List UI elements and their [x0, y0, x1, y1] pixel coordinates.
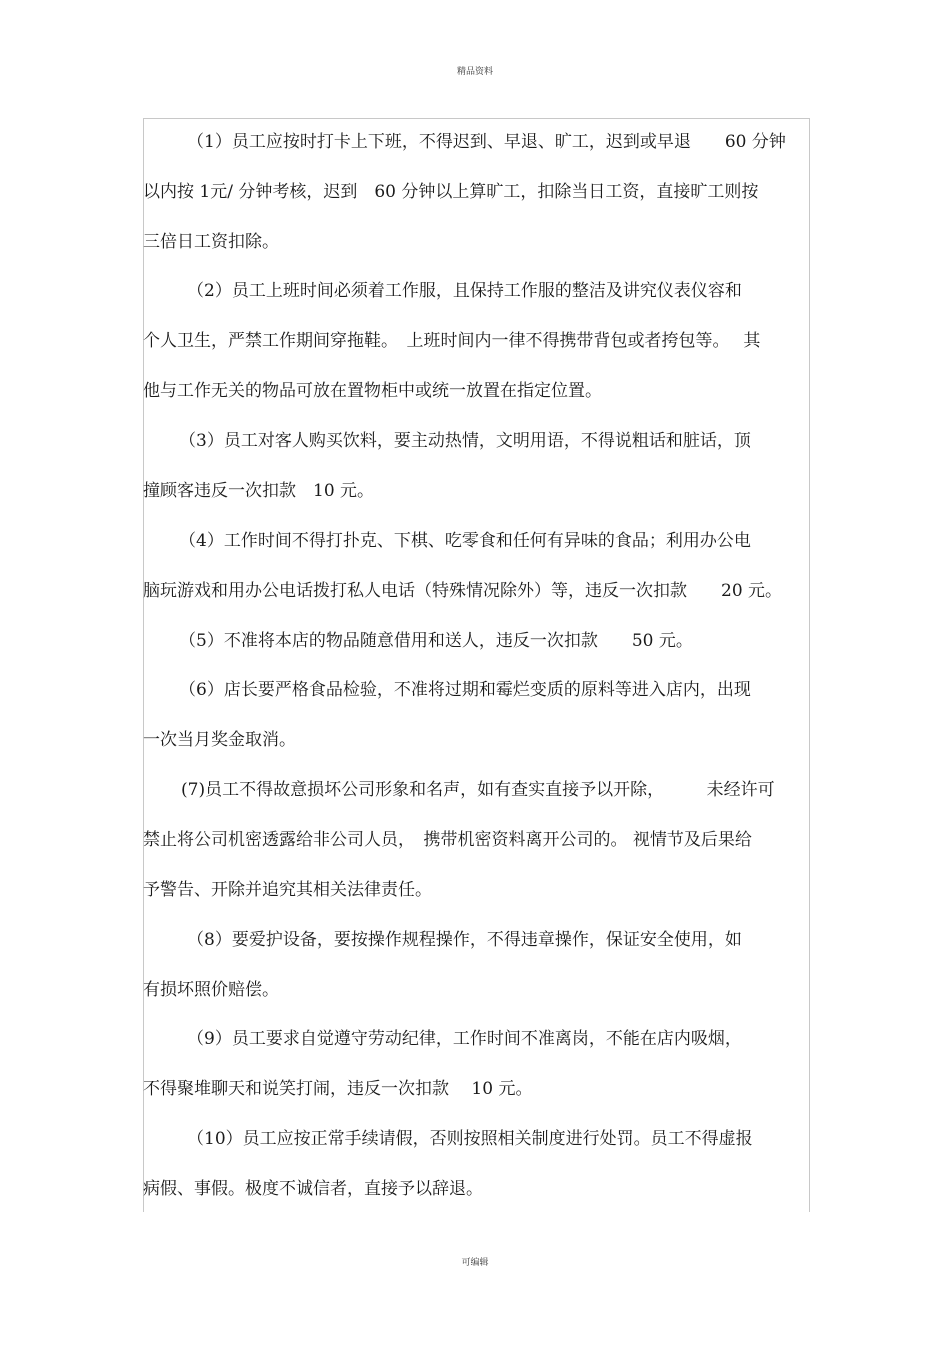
rule-9-line-2: 不得聚堆聊天和说笑打闹，违反一次扣款 10 元。 [143, 1079, 533, 1099]
page-footer: 可编辑 [461, 1258, 489, 1268]
rule-2-line-2: 个人卫生，严禁工作期间穿拖鞋。 上班时间内一律不得携带背包或者挎包等。 其 [143, 331, 761, 351]
rule-2-line-3: 他与工作无关的物品可放在置物柜中或统一放置在指定位置。 [143, 381, 602, 401]
page-header: 精品资料 [456, 67, 493, 77]
rule-4-line-2: 脑玩游戏和用办公电话拨打私人电话（特殊情况除外）等，违反一次扣款 20 元。 [143, 581, 783, 601]
rule-1-line-1: （1）员工应按时打卡上下班，不得迟到、早退、旷工，迟到或早退 60 分钟 [187, 132, 786, 152]
rule-1-line-3: 三倍日工资扣除。 [143, 232, 279, 252]
rule-5-line-1: （5）不准将本店的物品随意借用和送人，违反一次扣款 50 元。 [179, 631, 693, 651]
rule-8-line-1: （8）要爱护设备，要按操作规程操作，不得违章操作，保证安全使用，如 [187, 930, 742, 950]
rule-1-line-2: 以内按 1元/ 分钟考核，迟到 60 分钟以上算旷工，扣除当日工资，直接旷工则按 [143, 182, 759, 202]
rule-8-line-2: 有损坏照价赔偿。 [143, 980, 279, 1000]
rule-10-line-1: （10）员工应按正常手续请假，否则按照相关制度进行处罚。员工不得虚报 [187, 1129, 753, 1149]
rule-4-line-1: （4）工作时间不得打扑克、下棋、吃零食和任何有异味的食品；利用办公电 [179, 531, 751, 551]
rule-2-line-1: （2）员工上班时间必须着工作服，且保持工作服的整洁及讲究仪表仪容和 [187, 281, 742, 301]
rule-7-line-2: 禁止将公司机密透露给非公司人员， 携带机密资料离开公司的。 视情节及后果给 [143, 830, 752, 850]
rule-7-line-1: (7)员工不得故意损坏公司形象和名声，如有查实直接予以开除， 未经许可 [181, 780, 775, 800]
rule-10-line-2: 病假、事假。极度不诚信者，直接予以辞退。 [143, 1179, 483, 1199]
rule-3-line-1: （3）员工对客人购买饮料，要主动热情，文明用语，不得说粗话和脏话，顶 [179, 431, 751, 451]
rule-6-line-1: （6）店长要严格食品检验，不准将过期和霉烂变质的原料等进入店内，出现 [179, 680, 751, 700]
rule-9-line-1: （9）员工要求自觉遵守劳动纪律，工作时间不准离岗，不能在店内吸烟， [187, 1029, 742, 1049]
rule-7-line-3: 予警告、开除并追究其相关法律责任。 [143, 880, 432, 900]
rule-6-line-2: 一次当月奖金取消。 [143, 730, 296, 750]
rule-3-line-2: 撞顾客违反一次扣款 10 元。 [143, 481, 375, 501]
